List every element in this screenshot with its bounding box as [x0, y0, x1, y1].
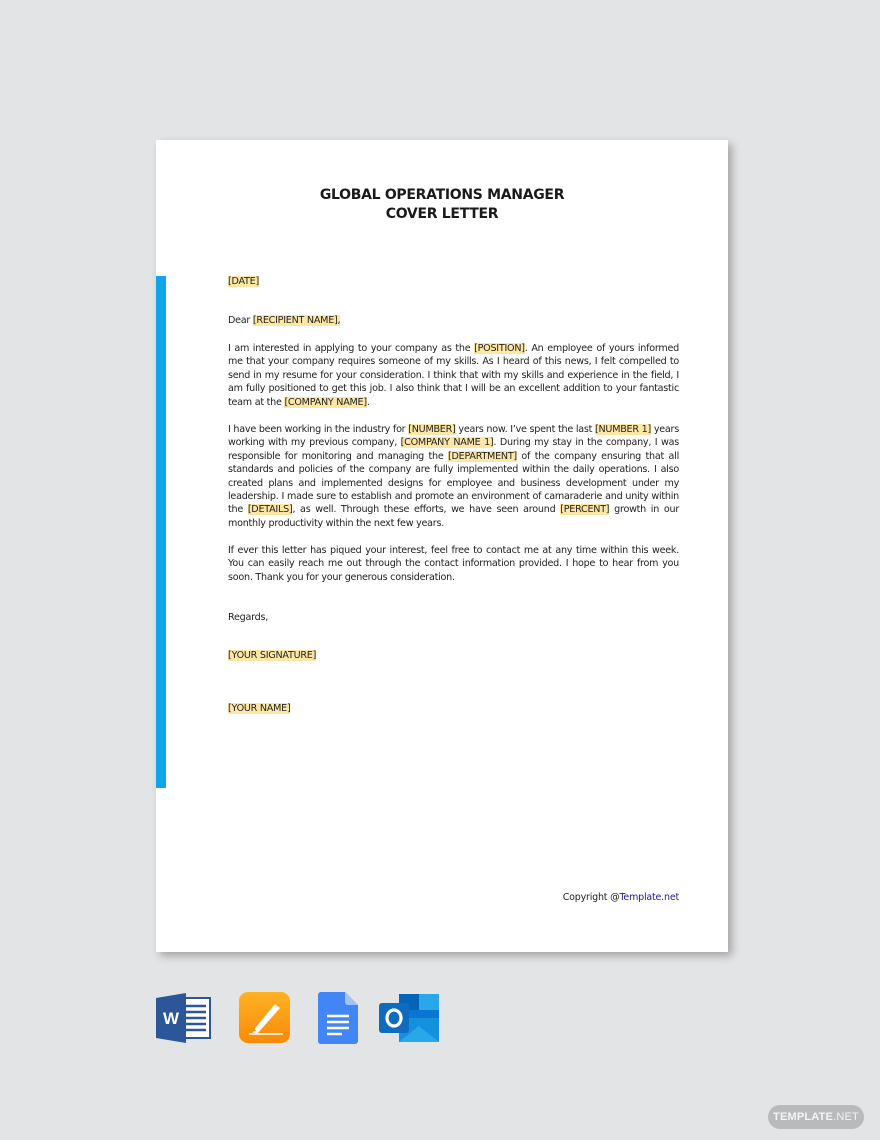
- google-docs-icon[interactable]: [318, 992, 358, 1049]
- closing: Regards,: [228, 612, 269, 623]
- number-1-placeholder: [NUMBER 1]: [595, 424, 651, 435]
- number-placeholder: [NUMBER]: [408, 424, 456, 435]
- word-icon[interactable]: [156, 992, 212, 1049]
- signature-placeholder: [YOUR SIGNATURE]: [228, 650, 317, 661]
- template-net-link[interactable]: Template.net: [619, 892, 679, 903]
- accent-bar: [156, 276, 166, 788]
- date-placeholder: [DATE]: [228, 276, 259, 287]
- company-name-placeholder: [COMPANY NAME]: [284, 396, 367, 408]
- recipient-placeholder: [RECIPIENT NAME],: [252, 315, 341, 326]
- svg-text:W: W: [162, 1009, 180, 1028]
- document-title: GLOBAL OPERATIONS MANAGER COVER LETTER: [319, 187, 565, 222]
- document-page: [156, 140, 728, 952]
- paragraph-3: If ever this letter has piqued your interest, feel free to contact me at any time within this week. You can easily reach me out through the contact information provided. I hope to hear from you soon. Thank you for your generous consideration.: [228, 545, 679, 583]
- company-name-1-placeholder: [COMPANY NAME 1]: [400, 437, 494, 449]
- name-line: [228, 702, 679, 715]
- template-net-watermark: TEMPLATE.NET: [768, 1105, 864, 1129]
- name-placeholder: [YOUR NAME]: [228, 703, 291, 714]
- copyright: Copyright @Template.net: [562, 892, 679, 903]
- position-placeholder: [POSITION]: [474, 343, 525, 354]
- paragraph-2: I have been working in the industry for [NUMBER] years now. I’ve spent the last [NUMBER 1] years working with my previous company, [COMPANY NAME 1]. During my stay in the company, I was responsible for monitoring and managing the [DEPARTMENT] of the company ensuring that all standards and policies of the company are fully implemented within the daily operations. I also created plans and implemented designs for employee and business development under my leadership. I made sure to establish and promote an environment of camaraderie and unity within the [DETAILS], as well. Through these efforts, we have seen around [PERCENT] growth in our monthly productivity within the next few years.: [228, 424, 680, 529]
- percent-placeholder: [PERCENT]: [560, 504, 610, 516]
- outlook-icon[interactable]: [379, 992, 439, 1049]
- paragraph-1: I am interested in applying to your company as the [POSITION]. An employee of yours informed me that your company requires someone of my skills. As I heard of this news, I felt compelled to send in my resume for your consideration. I think that with my skills and experience in the field, I am fully positioned to get this job. I also think that I will be an excellent addition to your fantastic team at the [COMPANY NAME].: [228, 343, 679, 408]
- details-placeholder: [DETAILS]: [247, 504, 293, 516]
- pages-icon[interactable]: [239, 992, 291, 1049]
- date-line: [228, 275, 679, 288]
- signature-line: [228, 649, 679, 662]
- salutation: Dear [RECIPIENT NAME],: [228, 315, 341, 326]
- department-placeholder: [DEPARTMENT]: [448, 450, 517, 462]
